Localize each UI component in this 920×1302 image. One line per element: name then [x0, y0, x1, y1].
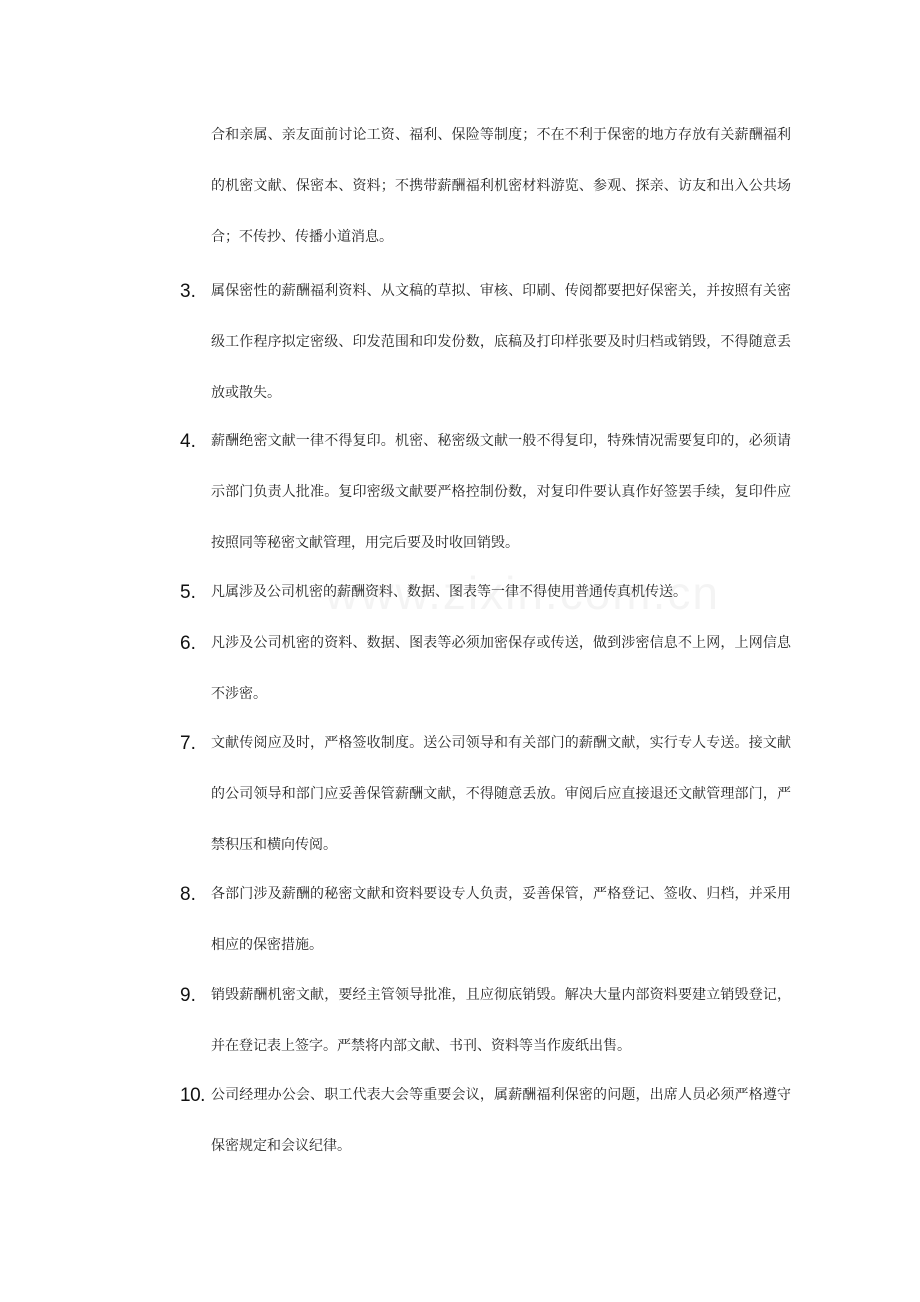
list-item-number: 6. — [180, 633, 196, 654]
list-item-text: 薪酬绝密文献一律不得复印。机密、秘密级文献一般不得复印，特殊情况需要复印的，必须请示部门负责人批准。复印密级文献要严格控制份数，对复印件要认真作好签罢手续，复印件应按照同等秘密文献管理，用完后要及时收回销毁。 — [211, 433, 791, 551]
list-item-number: 8. — [180, 884, 196, 905]
list-item-number: 4. — [180, 431, 196, 452]
continuation-paragraph: 合和亲属、亲友面前讨论工资、福利、保险等制度；不在不利于保密的地方存放有关薪酬福利的机密文献、保密本、资料；不携带薪酬福利机密材料游览、参观、探亲、访友和出入公共场合；不传抄、传播小道消息。 — [211, 127, 791, 245]
list-item-text: 属保密性的薪酬福利资料、从文稿的草拟、审核、印刷、传阅都要把好保密关，并按照有关密级工作程序拟定密级、印发范围和印发份数，底稿及打印样张要及时归档或销毁，不得随意丢放或散失。 — [211, 283, 791, 401]
list-item-text: 各部门涉及薪酬的秘密文献和资料要设专人负责，妥善保管，严格登记、签收、归档，并采用相应的保密措施。 — [211, 886, 791, 953]
list-item-number: 5. — [180, 582, 196, 603]
list-item-text: 公司经理办公会、职工代表大会等重要会议，属薪酬福利保密的问题，出席人员必须严格遵守保密规定和会议纪律。 — [211, 1087, 791, 1154]
list-item-text: 凡涉及公司机密的资料、数据、图表等必须加密保存或传送，做到涉密信息不上网，上网信息不涉密。 — [211, 635, 791, 702]
list-item-text: 凡属涉及公司机密的薪酬资料、数据、图表等一律不得使用普通传真机传送。 — [211, 584, 687, 600]
list-item-number: 3. — [180, 281, 196, 302]
list-item-number: 7. — [180, 733, 196, 754]
list-item-number: 10. — [180, 1085, 205, 1106]
list-item-text: 销毁薪酬机密文献，要经主管领导批准，且应彻底销毁。解决大量内部资料要建立销毁登记，并在登记表上签字。严禁将内部文献、书刊、资料等当作废纸出售。 — [211, 987, 791, 1054]
list-item-text: 文献传阅应及时，严格签收制度。送公司领导和有关部门的薪酬文献，实行专人专送。接文献的公司领导和部门应妥善保管薪酬文献，不得随意丢放。审阅后应直接退还文献管理部门，严禁积压和横向传阅。 — [211, 735, 791, 853]
list-item-number: 9. — [180, 985, 196, 1006]
